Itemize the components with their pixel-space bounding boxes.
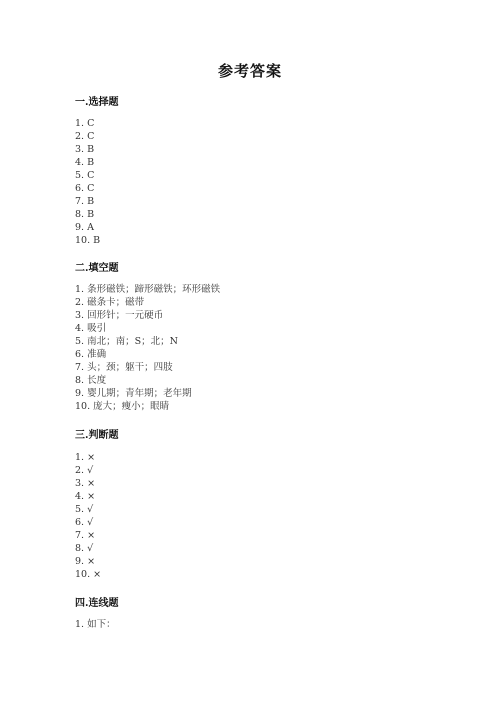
answer-item: 3. × bbox=[75, 478, 96, 489]
answer-item: 8. 长度 bbox=[75, 375, 107, 386]
answer-item: 1. 条形磁铁；蹄形磁铁；环形磁铁 bbox=[75, 284, 221, 295]
answer-item: 9. A bbox=[75, 222, 94, 233]
answer-item: 2. √ bbox=[75, 465, 94, 476]
answer-item: 2. C bbox=[75, 131, 95, 142]
answer-item: 4. × bbox=[75, 491, 96, 502]
answer-item: 2. 磁条卡；磁带 bbox=[75, 297, 145, 308]
answer-list-matching bbox=[75, 618, 116, 631]
answer-item: 6. C bbox=[75, 183, 95, 194]
answer-item: 6. √ bbox=[75, 517, 94, 528]
answer-item: 10. 庞大；瘦小；眼睛 bbox=[75, 401, 170, 412]
answer-item: 5. √ bbox=[75, 504, 94, 515]
answer-item: 5. C bbox=[75, 170, 95, 181]
answer-item: 1. × bbox=[75, 452, 96, 463]
section-heading-matching: 四.连线题 bbox=[75, 598, 119, 609]
answer-item: 5. 南北；南；S；北；N bbox=[75, 336, 178, 347]
answer-item: 4. 吸引 bbox=[75, 323, 107, 334]
section-heading-fill-blank: 二.填空题 bbox=[75, 263, 119, 274]
answer-item: 8. B bbox=[75, 209, 95, 220]
answer-item: 9. 婴儿期；青年期；老年期 bbox=[75, 388, 192, 399]
answer-item: 7. × bbox=[75, 530, 96, 541]
answer-item: 10. B bbox=[75, 235, 101, 246]
page-title: 参考答案 bbox=[217, 62, 282, 80]
answer-item: 8. √ bbox=[75, 543, 94, 554]
answer-item: 10. × bbox=[75, 569, 102, 580]
answer-item: 9. × bbox=[75, 556, 96, 567]
answer-item: 6. 准确 bbox=[75, 349, 107, 360]
answer-list-true-false bbox=[75, 451, 101, 581]
answer-item: 7. B bbox=[75, 196, 95, 207]
answer-item: 7. 头；颈；躯干；四肢 bbox=[75, 362, 173, 373]
answer-item: 1. 如下： bbox=[75, 619, 116, 630]
answer-item: 1. C bbox=[75, 118, 95, 129]
answer-list-fill-blank bbox=[75, 283, 220, 413]
answer-item: 4. B bbox=[75, 157, 95, 168]
section-heading-choice: 一.选择题 bbox=[75, 97, 119, 108]
section-heading-true-false: 三.判断题 bbox=[75, 430, 119, 441]
answer-item: 3. B bbox=[75, 144, 95, 155]
answer-list-choice bbox=[75, 117, 100, 247]
answer-item: 3. 回形针；一元硬币 bbox=[75, 310, 164, 321]
